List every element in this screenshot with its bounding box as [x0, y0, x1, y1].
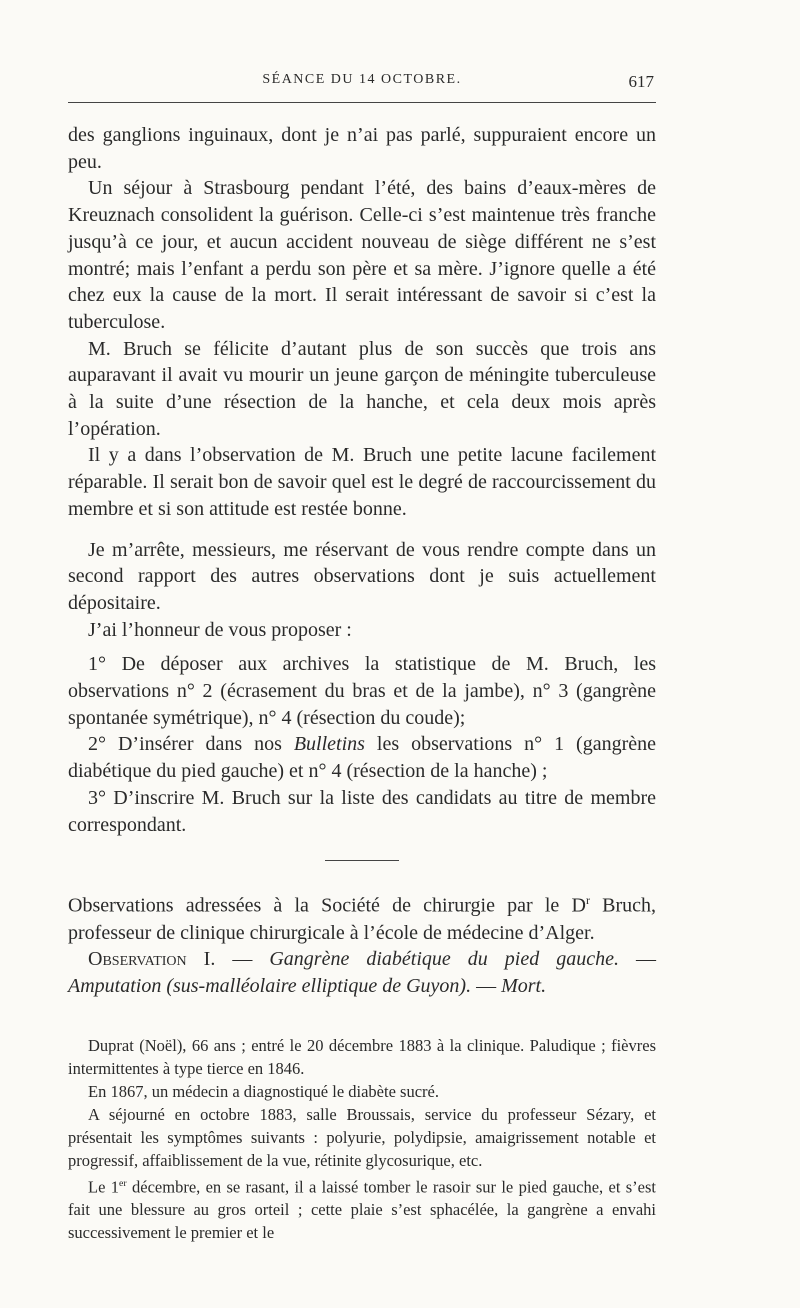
- page-number: 617: [628, 72, 654, 91]
- section-divider: [325, 860, 399, 861]
- bulletins-italic: Bulletins: [293, 733, 365, 756]
- spacer: [68, 643, 656, 651]
- paragraph: Il y a dans l’observation de M. Bruch une petite lacune facilement réparable. Il serait bon de savoir quel est le degré de raccourcissement du membre et si son attitude est restée bonne.: [68, 444, 656, 520]
- running-header: [68, 72, 656, 94]
- case-paragraph: A séjourné en octobre 1883, salle Broussais, service du professeur Sézary, et présentait les symptômes suivants : polyurie, polydipsie, amaigrissement notable et progressif, affaiblissement de la vue, rétinite glycosurique, etc.: [68, 1104, 656, 1170]
- case-paragraph: Le 1er décembre, en se rasant, il a laissé tomber le rasoir sur le pied gauche, et s’est fait une blessure au gros orteil ; cette plaie s’est sphacélée, la gangrène a envahi successivement le premier et le: [68, 1177, 657, 1243]
- item-number: 2°: [88, 733, 106, 756]
- paragraph: des ganglions inguinaux, dont je n’ai pas parlé, suppuraient encore un peu.: [68, 124, 656, 173]
- body-text: [68, 122, 656, 1244]
- proposal-item-1: 1° De déposer aux archives la statistique de M. Bruch, les observations n° 2 (écrasement du bras et de la jambe), n° 3 (gangrène spontanée symétrique), n° 4 (résection du coude);: [68, 653, 656, 729]
- proposal-item-3: 3° D’inscrire M. Bruch sur la liste des candidats au titre de membre correspondant.: [68, 786, 656, 836]
- paragraph: M. Bruch se félicite d’autant plus de son succès que trois ans auparavant il avait vu mourir un jeune garçon de méningite tuberculeuse à la suite d’une résection de la hanche, et cela deux mois après l’opération.: [68, 337, 656, 440]
- paragraph: Je m’arrête, messieurs, me réservant de vous rendre compte dans un second rapport des autres observations dont je suis actuellement dépositaire.: [68, 538, 656, 614]
- paragraph: Un séjour à Strasbourg pendant l’été, des bains d’eaux-mères de Kreuznach consolident la guérison. Celle-ci s’est maintenue très franche jusqu’à ce jour, et aucun accident nouveau de siège différent ne s’est montré; mais l’enfant a perdu son père et sa mère. J’ignore quelle a été chez eux la cause de la mort. Il serait intéressant de savoir si c’est la tuberculose.: [68, 177, 656, 333]
- paragraph: J’ai l’honneur de vous proposer :: [88, 618, 352, 641]
- case-paragraph: Duprat (Noël), 66 ans ; entré le 20 décembre 1883 à la clinique. Paludique ; fièvres intermittentes à type tierce en 1846.: [68, 1035, 656, 1078]
- observation-heading: Observation I. — Gangrène diabétique du pied gauche. — Amputation (sus-malléolaire elliptique de Guyon). — Mort.: [68, 948, 656, 998]
- proposal-item-2: 2° D’insérer dans nos Bulletins les observations n° 1 (gangrène diabétique du pied gauche) et n° 4 (résection de la hanche) ;: [68, 733, 657, 783]
- spacer: [68, 523, 656, 537]
- observations-title: Observations adressées à la Société de chirurgie par le $D^r$ Bruch, professeur de clinique chirurgicale à l’école de médecine d’Alger.: [68, 893, 657, 944]
- case-report: [68, 1034, 656, 1245]
- header-rule: [68, 102, 656, 103]
- case-paragraph: En 1867, un médecin a diagnostiqué le diabète sucré.: [88, 1081, 439, 1101]
- header-title: SÉANCE DU 14 OCTOBRE.: [262, 72, 462, 87]
